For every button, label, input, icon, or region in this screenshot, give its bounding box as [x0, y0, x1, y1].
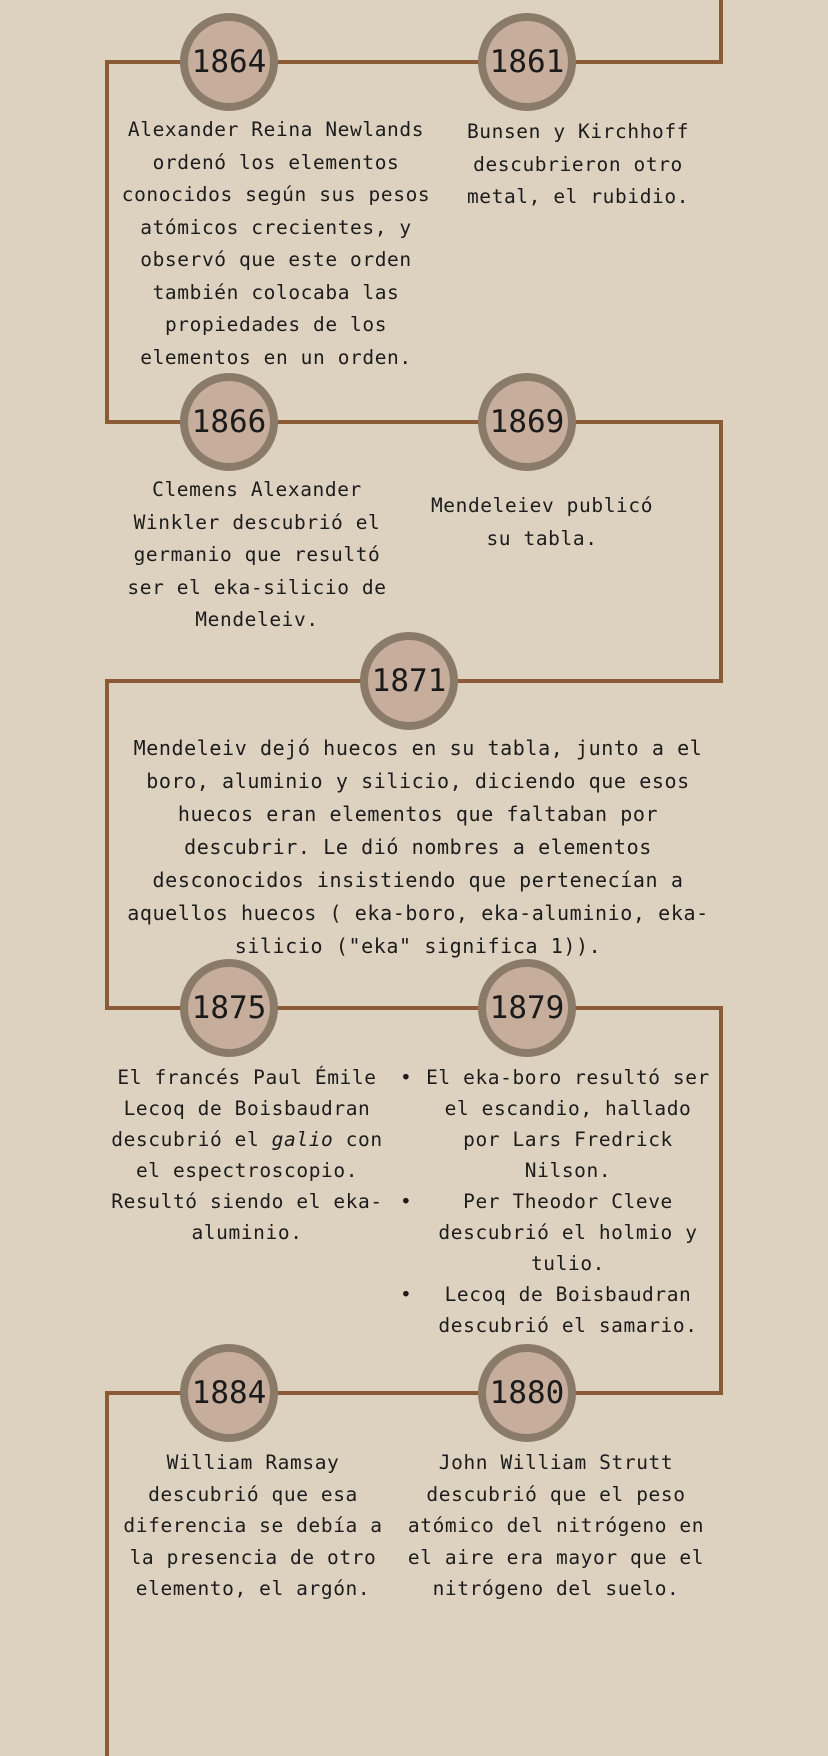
year-circle-1861: 1861 [478, 13, 576, 111]
year-circle-1879: 1879 [478, 959, 576, 1057]
event-text-1880: John William Strutt descubrió que el peso atómico del nitrógeno en el aire era mayor que el nitrógeno del suelo. [407, 1451, 705, 1600]
event-text-1875-italic: galio [271, 1128, 334, 1151]
event-text-1861: Bunsen y Kirchhoff descubrieron otro metal, el rubidio. [466, 120, 690, 208]
event-text-1884: William Ramsay descubrió que esa diferencia se debía a la presencia de otro elemento, el argón. [123, 1451, 383, 1600]
year-circle-1866: 1866 [180, 373, 278, 471]
bullet-item: • Lecoq de Boisbaudran descubrió el samario. [400, 1279, 710, 1341]
year-circle-1875: 1875 [180, 959, 278, 1057]
event-text-1866: Clemens Alexander Winkler descubrió el germanio que resultó ser el eka-silicio de Mendeleiv. [127, 478, 387, 631]
year-circle-1869: 1869 [478, 373, 576, 471]
event-text-1871: Mendeleiv dejó huecos en su tabla, junto a el boro, aluminio y silicio, diciendo que esos huecos eran elementos que faltaban por descubrir. Le dió nombres a elementos desconocidos insistiendo que pertenecían a aquellos huecos ( eka-boro, eka-aluminio, eka-silicio ("eka" significa 1)). [127, 736, 709, 958]
event-text-1875-part1: El francés Paul Émile Lecoq de Boisbaudran descubrió el [111, 1066, 377, 1151]
year-circle-1880: 1880 [478, 1344, 576, 1442]
event-text-1869: Mendeleiev publicó su tabla. [430, 494, 654, 550]
event-text-1864: Alexander Reina Newlands ordenó los elementos conocidos según sus pesos atómicos crecientes, y observó que este orden también colocaba las propiedades de los elementos en un orden. [121, 118, 431, 369]
year-circle-1864: 1864 [180, 13, 278, 111]
bullet-item: • El eka-boro resultó ser el escandio, hallado por Lars Fredrick Nilson. [400, 1062, 710, 1186]
event-text-1875-part2: con el espectroscopio. Resultó siendo el eka-aluminio. [111, 1128, 383, 1244]
year-circle-1871: 1871 [360, 632, 458, 730]
year-circle-1884: 1884 [180, 1344, 278, 1442]
event-bullets-1879 [400, 1062, 710, 1341]
event-text-1875 [108, 1062, 386, 1248]
bullet-item: • Per Theodor Cleve descubrió el holmio y tulio. [400, 1186, 710, 1279]
